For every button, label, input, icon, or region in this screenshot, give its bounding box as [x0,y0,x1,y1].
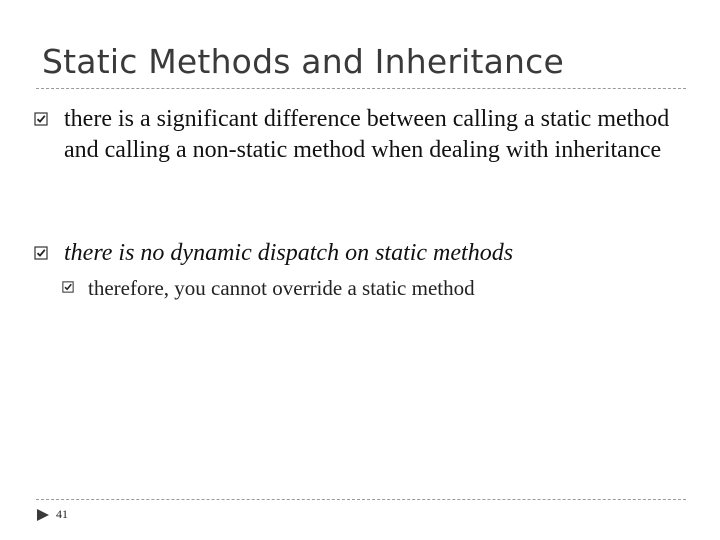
slide-title: Static Methods and Inheritance [42,42,564,81]
footer-divider [36,499,686,500]
checkbox-bullet-icon [62,281,74,293]
checkbox-bullet-icon [34,112,48,126]
page-number: 41 [56,507,68,521]
bullet-text: there is a significant difference between calling a static method and calling a non-static method when dealing with inheritance [64,106,670,163]
bullet-text: there is no dynamic dispatch on static methods [64,240,514,266]
sub-bullet-text: therefore, you cannot override a static method [88,276,475,300]
triangle-arrow-icon [36,508,50,522]
title-divider [36,88,686,89]
checkbox-bullet-icon [34,246,48,260]
